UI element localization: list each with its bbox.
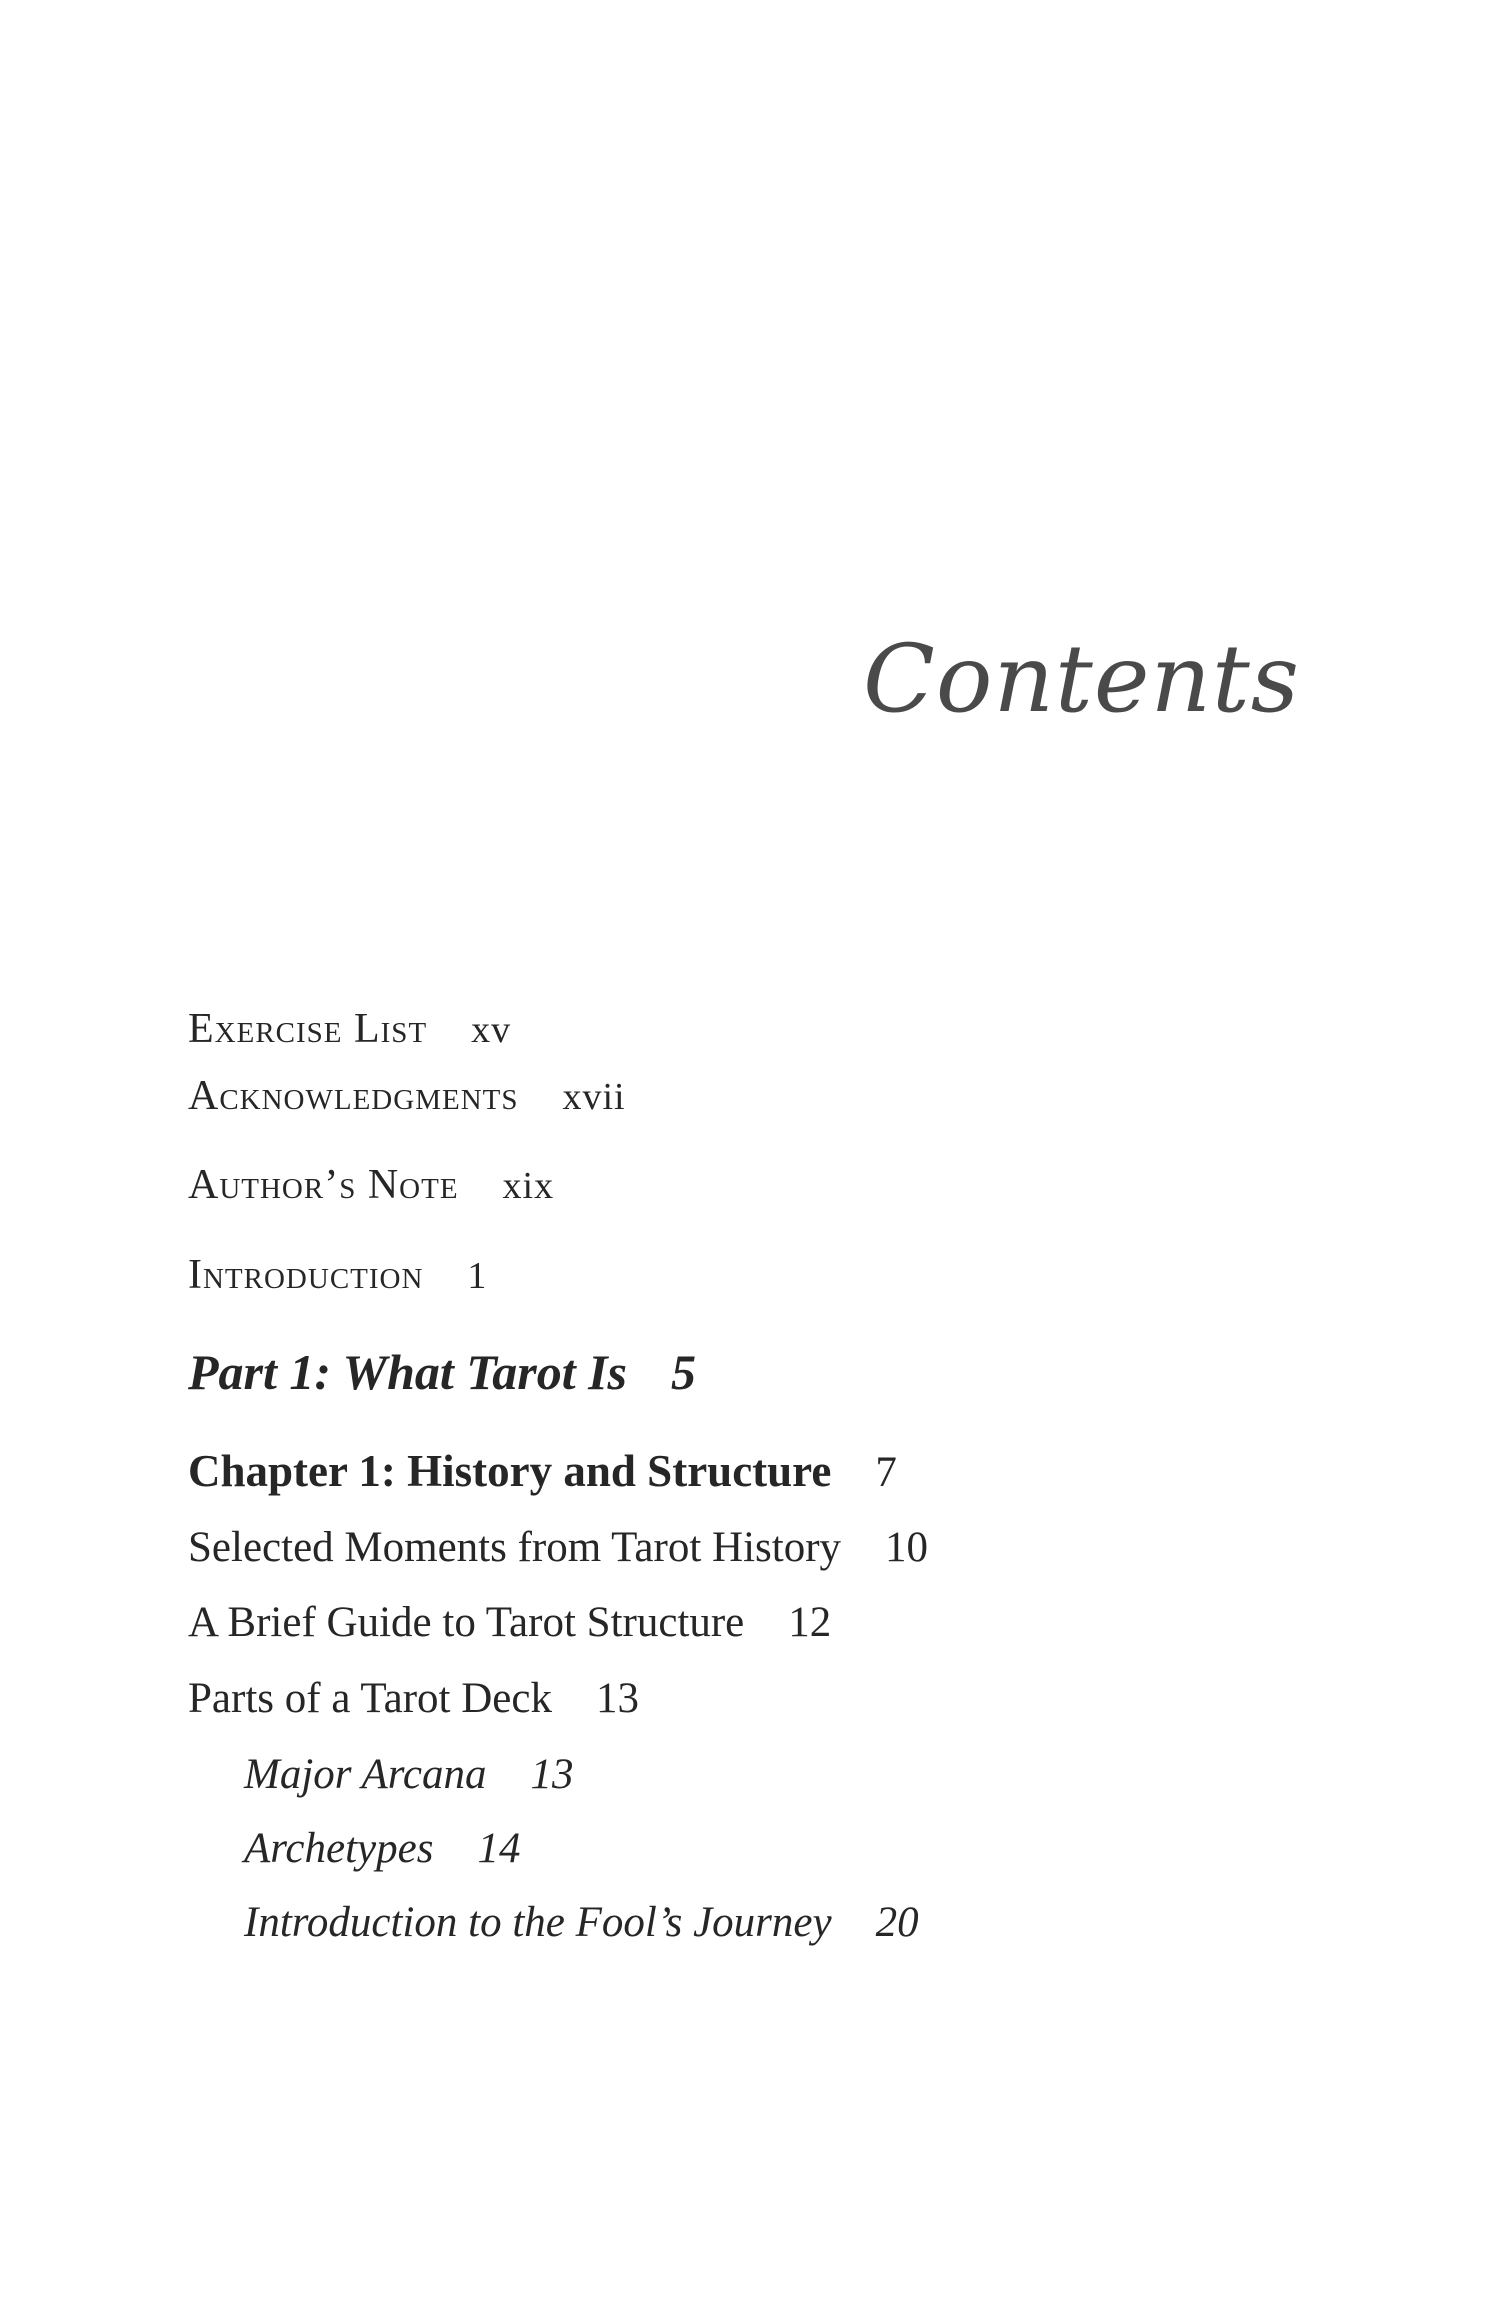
toc-entry-page: 10 [885, 1524, 929, 1571]
toc-entry-page: xix [502, 1165, 555, 1207]
toc-entry-page: 5 [671, 1344, 697, 1400]
toc-entry-label: Author’s Note [188, 1162, 459, 1208]
toc-entry-label: A Brief Guide to Tarot Structure [188, 1599, 745, 1646]
toc-entry-label: Parts of a Tarot Deck [188, 1675, 552, 1722]
toc-entry-page: 13 [595, 1675, 639, 1722]
toc-entry-parts-of-deck [188, 1674, 639, 1723]
toc-entry-acknowledgments [188, 1072, 626, 1120]
toc-entry-fools-journey [244, 1898, 919, 1947]
toc-entry-exercise-list [188, 1005, 511, 1053]
toc-entry-archetypes [244, 1824, 520, 1873]
toc-entry-selected-moments [188, 1523, 928, 1572]
toc-entry-chapter-1 [188, 1445, 897, 1497]
toc-entry-page: xvii [562, 1076, 626, 1118]
toc-entry-page: 1 [467, 1255, 488, 1297]
toc-entry-label: Introduction to the Fool’s Journey [244, 1899, 832, 1946]
contents-heading: Contents [862, 625, 1300, 734]
toc-entry-page: 7 [875, 1449, 897, 1496]
toc-entry-part-1 [188, 1343, 696, 1401]
toc-entry-page: 13 [530, 1751, 574, 1798]
toc-entry-label: Acknowledgments [188, 1073, 519, 1119]
toc-entry-label: Archetypes [244, 1825, 434, 1872]
toc-entry-label: Introduction [188, 1252, 424, 1298]
toc-entry-page: 20 [875, 1899, 919, 1946]
toc-entry-label: Chapter 1: History and Structure [188, 1446, 832, 1496]
toc-entry-introduction [188, 1251, 487, 1299]
toc-entry-major-arcana [244, 1750, 573, 1799]
toc-entry-label: Selected Moments from Tarot History [188, 1524, 842, 1571]
toc-entry-page: xv [471, 1009, 512, 1051]
toc-entry-label: Major Arcana [244, 1751, 487, 1798]
toc-entry-label: Exercise List [188, 1006, 428, 1052]
toc-entry-authors-note [188, 1161, 554, 1209]
toc-entry-page: 12 [788, 1599, 832, 1646]
toc-entry-brief-guide [188, 1598, 831, 1647]
toc-entry-page: 14 [477, 1825, 521, 1872]
toc-entry-label: Part 1: What Tarot Is [188, 1344, 628, 1400]
